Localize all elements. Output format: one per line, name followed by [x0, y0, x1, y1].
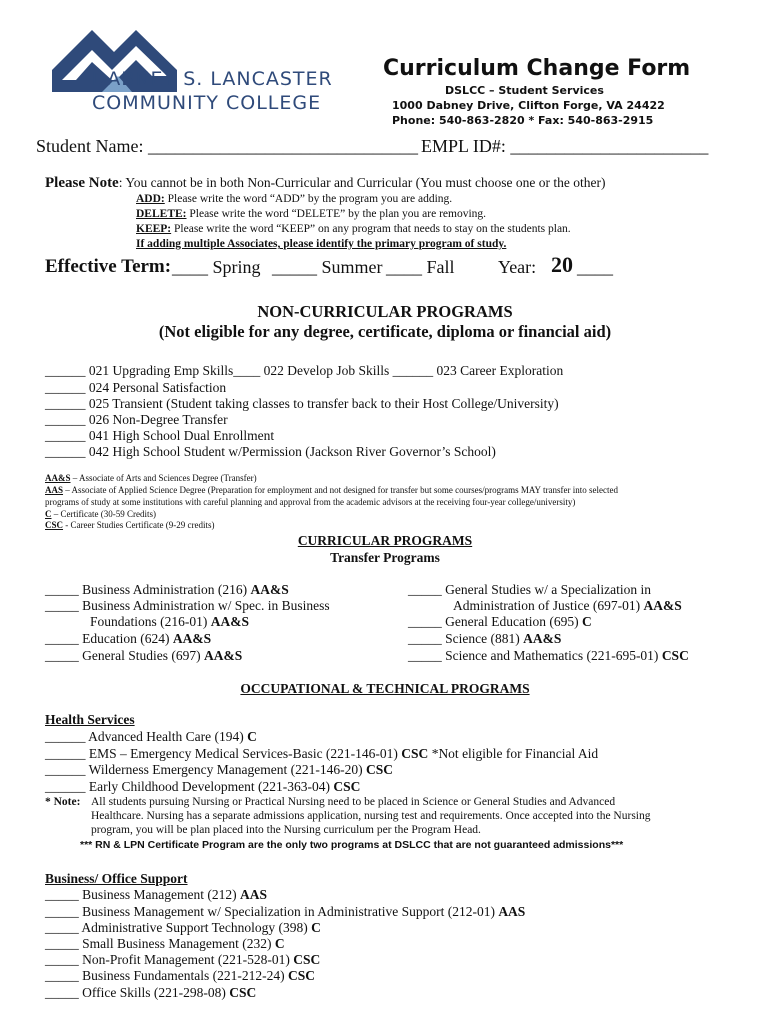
please-note-label: Please Note	[45, 175, 119, 191]
list-item[interactable]: ______ 024 Personal Satisfaction	[45, 380, 227, 395]
year-blank-field[interactable]: ____	[577, 257, 613, 277]
list-item[interactable]: _____ Office Skills (221-298-08) CSC	[45, 985, 257, 1000]
business-title: Business/ Office Support	[45, 871, 188, 886]
list-item[interactable]: ______ Advanced Health Care (194) C	[45, 729, 257, 744]
term-fall-field[interactable]: ____ Fall	[386, 257, 455, 277]
keep-instruction: KEEP: Please write the word “KEEP” on any program that needs to stay on the students plan.	[136, 223, 571, 235]
list-item[interactable]: ______ 026 Non-Degree Transfer	[45, 412, 228, 427]
college-name-line1: DABNEY S. LANCASTER	[92, 68, 333, 90]
list-item[interactable]: ______ 041 High School Dual Enrollment	[45, 428, 275, 443]
list-item[interactable]: _____ Business Fundamentals (221-212-24) CSC	[45, 968, 315, 983]
nursing-note-line3: program, you will be plan placed into the Nursing curriculum per the Program Head.	[91, 824, 481, 836]
nursing-note-line1: All students pursuing Nursing or Practical Nursing need to be placed in Science or General Studies and Advanced	[91, 796, 616, 808]
list-item[interactable]: _____ Business Administration w/ Spec. in Business	[45, 598, 330, 613]
list-item[interactable]: _____ Science and Mathematics (221-695-01) CSC	[408, 648, 689, 663]
college-name-line2: COMMUNITY COLLEGE	[92, 92, 322, 114]
list-item[interactable]: ______ 025 Transient (Student taking classes to transfer back to their Host College/University)	[45, 396, 559, 411]
nursing-note-key: * Note:	[45, 796, 81, 808]
delete-instruction: DELETE: Please write the word “DELETE” by the plan you are removing.	[136, 208, 487, 220]
legend-aas: AA&S – Associate of Arts and Sciences Degree (Transfer)	[45, 473, 257, 483]
address-line: 1000 Dabney Drive, Clifton Forge, VA 24422	[392, 99, 665, 112]
term-spring-field[interactable]: ____ Spring	[172, 257, 261, 277]
noncurricular-row-1[interactable]: ______ 021 Upgrading Emp Skills____ 022 Develop Job Skills ______ 023 Career Exploration	[45, 363, 564, 378]
list-item[interactable]: _____ Education (624) AA&S	[45, 631, 212, 646]
legend-csc: CSC - Career Studies Certificate (9-29 credits)	[45, 520, 215, 530]
list-item: Foundations (216-01) AA&S	[90, 614, 250, 629]
occupational-title: OCCUPATIONAL & TECHNICAL PROGRAMS	[240, 681, 530, 696]
list-item[interactable]: ______ 042 High School Student w/Permission (Jackson River Governor’s School)	[45, 444, 496, 459]
list-item[interactable]: ______ Early Childhood Development (221-363-04) CSC	[45, 779, 361, 794]
legend-certificate: C – Certificate (30-59 Credits)	[45, 509, 156, 519]
health-services-title: Health Services	[45, 712, 135, 727]
list-item[interactable]: ______ Wilderness Emergency Management (221-146-20) CSC	[45, 762, 394, 777]
effective-term-label: Effective Term:	[45, 256, 172, 277]
add-instruction: ADD: Please write the word “ADD” by the program you are adding.	[136, 193, 453, 205]
noncurricular-title: NON-CURRICULAR PROGRAMS	[257, 302, 513, 321]
term-summer-field[interactable]: _____ Summer	[272, 257, 383, 277]
list-item[interactable]: ______ EMS – Emergency Medical Services-Basic (221-146-01) CSC *Not eligible for Financial Aid	[45, 746, 599, 761]
curricular-title: CURRICULAR PROGRAMS	[297, 533, 473, 548]
multiple-associates-note: If adding multiple Associates, please identify the primary program of study.	[136, 238, 507, 250]
list-item: Administration of Justice (697-01) AA&S	[453, 598, 682, 613]
nursing-note-line2: Healthcare. Nursing has a separate admissions application, nursing test and requirements. Once accepted into the Nursing	[91, 810, 651, 822]
college-logo	[52, 30, 352, 118]
form-title: Curriculum Change Form	[383, 56, 691, 81]
list-item[interactable]: _____ Science (881) AA&S	[408, 631, 562, 646]
phone-line: Phone: 540-863-2820 * Fax: 540-863-2915	[392, 114, 654, 127]
noncurricular-subtitle: (Not eligible for any degree, certificate, diploma or financial aid)	[158, 322, 612, 341]
dept-line: DSLCC – Student Services	[445, 84, 604, 97]
year-value: 20	[551, 252, 573, 277]
list-item[interactable]: _____ General Studies w/ a Specialization in	[408, 582, 651, 597]
list-item[interactable]: _____ Business Management (212) AAS	[45, 887, 267, 902]
list-item[interactable]: _____ Business Management w/ Specialization in Administrative Support (212-01) AAS	[45, 904, 526, 919]
empl-id-field[interactable]: EMPL ID#: ______________________	[421, 136, 709, 156]
please-note-text: : You cannot be in both Non-Curricular and Curricular (You must choose one or the other)	[118, 175, 606, 190]
list-item[interactable]: _____ General Education (695) C	[408, 614, 592, 629]
year-label: Year:	[498, 257, 537, 277]
list-item[interactable]: _____ Business Administration (216) AA&S	[45, 582, 289, 597]
list-item[interactable]: _____ Administrative Support Technology (398) C	[45, 920, 321, 935]
please-note	[45, 175, 606, 192]
list-item[interactable]: _____ Non-Profit Management (221-528-01) CSC	[45, 952, 321, 967]
curricular-subtitle: Transfer Programs	[330, 550, 440, 565]
nursing-note-line4: *** RN & LPN Certificate Program are the only two programs at DSLCC that are not guaranteed admissions***	[80, 839, 624, 851]
list-item[interactable]: _____ Small Business Management (232) C	[45, 936, 285, 951]
legend-aas-applied: AAS – Associate of Applied Science Degree (Preparation for employment and not designed for transfer but some courses/programs MAY transfer into selected	[45, 485, 618, 495]
student-name-field[interactable]: Student Name: ______________________________	[36, 136, 418, 156]
legend-aas-applied-cont: programs of study at some institutions with careful planning and approval from the academic advisors at the receiving four-year college/university)	[45, 497, 576, 507]
list-item[interactable]: _____ General Studies (697) AA&S	[45, 648, 243, 663]
